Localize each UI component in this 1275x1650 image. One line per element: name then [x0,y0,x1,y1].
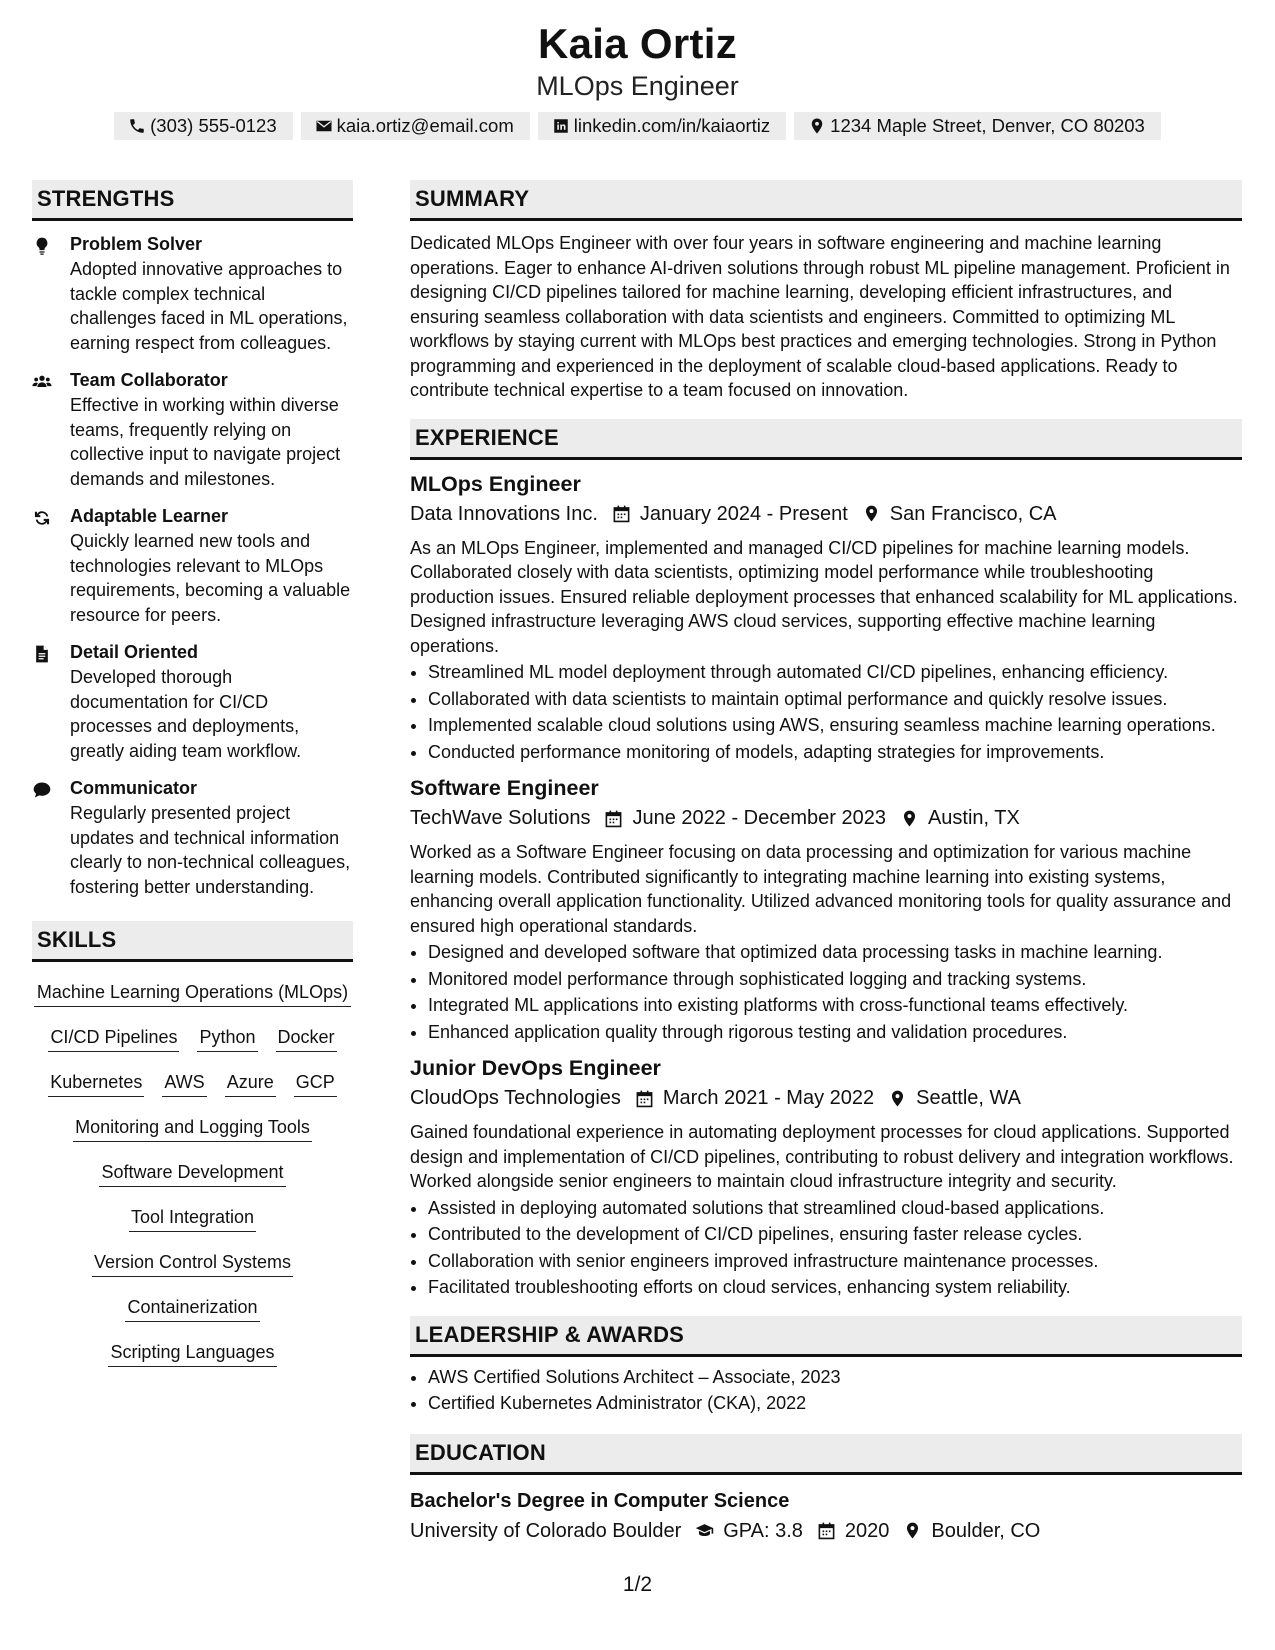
leadership-list [410,1365,1242,1416]
list-item: • Implemented scalable cloud solutions using AWS, ensuring seamless machine learning operations. [428,713,1242,738]
strength-item [32,641,353,763]
left-column [32,180,353,1385]
list-item: • Streamlined ML model deployment through automated CI/CD pipelines, enhancing efficiency. [428,660,1242,685]
strength-title: Problem Solver [70,234,203,254]
sync-icon [32,508,52,528]
skill-tag: Version Control Systems [92,1250,293,1277]
education-year: 2020 [844,1519,890,1542]
skill-tag: AWS [162,1070,206,1097]
contact-text: 1234 Maple Street, Denver, CO 80203 [830,115,1145,136]
list-item: • Collaboration with senior engineers improved infrastructure maintenance processes. [428,1249,1242,1274]
summary-text: Dedicated MLOps Engineer with over four years in software engineering and machine learning operations. Eager to enhance AI-driven solutions through robust ML pipeline management. Proficient in designing CI/CD pipelines tailored for machine learning, developing efficient infrastructures, and ensuring seamless collaboration with data scientists and engineers. Committed to optimizing ML workflows by staying current with MLOps best practices and emerging technologies. Strong in Python programming and experienced in the deployment of scalable cloud-based applications. Ready to contribute technical expertise to a team focused on innovation. [410,233,1230,400]
education-heading: EDUCATION [410,1434,1242,1475]
education-degree: Bachelor's Degree in Computer Science [410,1489,790,1512]
skill-tag: Tool Integration [129,1205,256,1232]
calendar-icon [604,809,623,828]
skill-tag: Monitoring and Logging Tools [73,1115,312,1142]
skills-heading: SKILLS [32,921,353,962]
strength-desc: Developed thorough documentation for CI/CD processes and deployments, greatly aiding team workflow. [70,667,302,761]
contact-text: (303) 555-0123 [150,115,277,136]
graduation-cap-icon [695,1521,714,1540]
list-item: • Conducted performance monitoring of models, adapting strategies for improvements. [428,740,1242,765]
job-entry [410,470,1242,765]
job-entry [410,1054,1242,1300]
list-item: • Assisted in deploying automated solutions that streamlined cloud-based applications. [428,1196,1242,1221]
job-bullets [410,1196,1242,1300]
map-pin-icon [903,1521,922,1540]
candidate-title: MLOps Engineer [536,71,739,101]
job-location: Seattle, WA [916,1087,1021,1109]
list-item: • AWS Certified Solutions Architect – Associate, 2023 [428,1365,1242,1390]
job-entry [410,774,1242,1044]
job-meta [410,500,1242,528]
strength-title: Detail Oriented [70,642,199,662]
experience-heading: EXPERIENCE [410,419,1242,460]
list-item: • Certified Kubernetes Administrator (CKA), 2022 [428,1391,1242,1416]
skill-tag: Containerization [125,1295,259,1322]
list-item: • Designed and developed software that optimized data processing tasks in machine learning. [428,940,1242,965]
job-dates: June 2022 - December 2023 [632,807,886,829]
map-pin-icon [888,1089,907,1108]
education-school: University of Colorado Boulder [410,1519,682,1542]
job-bullets [410,660,1242,764]
skill-tag: Software Development [99,1160,285,1187]
education-location: Boulder, CO [931,1519,1041,1542]
strength-title: Team Collaborator [70,370,228,390]
calendar-icon [817,1521,836,1540]
resume-header [0,18,1275,140]
phone-icon [128,117,146,135]
skill-tag: Azure [225,1070,276,1097]
job-company: Data Innovations Inc. [410,502,598,525]
skill-tag: Docker [276,1025,337,1052]
job-description: Worked as a Software Engineer focusing on data processing and optimization for various machine learning models. Contributed significantly to integrating machine learning into existing systems, enhancing overall application functionality. Utilized advanced monitoring tools for quality assurance and ensured high operational standards. [410,842,1232,936]
job-bullets [410,940,1242,1044]
map-pin-icon [862,504,881,523]
job-description: Gained foundational experience in automating deployment processes for cloud applications. Supported design and implementation of CI/CD pipelines, contributing to robust delivery and integration workflows. Worked alongside senior engineers to maintain cloud infrastructure integrity and security. [410,1122,1234,1191]
job-company: TechWave Solutions [410,807,591,829]
education-meta [410,1517,1242,1545]
users-icon [32,372,52,392]
right-column [410,180,1242,1545]
job-dates: March 2021 - May 2022 [662,1087,875,1109]
skills-list [32,980,353,1367]
strength-desc: Effective in working within diverse teams, frequently relying on collective input to navigate project demands and milestones. [70,395,341,489]
strength-item [32,369,353,491]
candidate-name: Kaia Ortiz [537,20,738,67]
list-item: • Enhanced application quality through rigorous testing and validation procedures. [428,1020,1242,1045]
calendar-icon [612,504,631,523]
contact-linkedin[interactable] [538,112,786,140]
strength-desc: Adopted innovative approaches to tackle complex technical challenges faced in ML operations, earning respect from colleagues. [70,259,348,353]
job-location: Austin, TX [927,807,1020,829]
contact-bar [0,112,1275,140]
envelope-icon [315,117,333,135]
list-item: • Integrated ML applications into existing platforms with cross-functional teams effectively. [428,993,1242,1018]
strengths-heading: STRENGTHS [32,180,353,221]
job-company: CloudOps Technologies [410,1087,621,1109]
education-gpa: GPA: 3.8 [723,1519,803,1542]
skill-tag: Kubernetes [48,1070,144,1097]
job-title: Software Engineer [410,776,599,800]
strength-item [32,777,353,899]
job-meta [410,804,1242,832]
job-dates: January 2024 - Present [639,502,848,525]
strength-title: Adaptable Learner [70,506,229,526]
list-item: • Collaborated with data scientists to maintain optimal performance and quickly resolve issues. [428,687,1242,712]
calendar-icon [635,1089,654,1108]
job-location: San Francisco, CA [889,502,1057,525]
linkedin-icon [552,117,570,135]
document-icon [32,644,52,664]
skill-tag: Machine Learning Operations (MLOps) [34,980,351,1007]
skill-tag: Python [197,1025,257,1052]
contact-phone[interactable] [114,112,293,140]
map-pin-icon [808,117,826,135]
list-item: • Monitored model performance through sophisticated logging and tracking systems. [428,967,1242,992]
strength-desc: Quickly learned new tools and technologies relevant to MLOps requirements, becoming a valuable resource for peers. [70,531,351,625]
contact-email[interactable] [301,112,530,140]
summary-heading: SUMMARY [410,180,1242,221]
leadership-heading: LEADERSHIP & AWARDS [410,1316,1242,1357]
job-title: Junior DevOps Engineer [410,1056,661,1080]
skill-tag: GCP [294,1070,337,1097]
job-title: MLOps Engineer [410,471,581,496]
skill-tag: CI/CD Pipelines [48,1025,179,1052]
list-item: • Facilitated troubleshooting efforts on cloud services, enhancing system reliability. [428,1275,1242,1300]
job-meta [410,1084,1242,1112]
job-description: As an MLOps Engineer, implemented and managed CI/CD pipelines for machine learning models. Collaborated closely with data scientists, optimizing model performance while troubleshooting production issues. Ensured reliable deployment processes that enhanced scalability for ML applications. Designed infrastructure leveraging AWS cloud services, supporting effective machine learning operations. [410,537,1238,656]
strength-title: Communicator [70,778,198,798]
strength-desc: Regularly presented project updates and technical information clearly to non-technical colleagues, fostering better understanding. [70,803,351,897]
skill-tag: Scripting Languages [108,1340,276,1367]
contact-address[interactable] [794,112,1161,140]
strength-item [32,233,353,355]
contact-text: kaia.ortiz@email.com [336,115,514,136]
strength-item [32,505,353,627]
lightbulb-icon [32,236,52,256]
list-item: • Contributed to the development of CI/CD pipelines, ensuring faster release cycles. [428,1222,1242,1247]
contact-text: linkedin.com/in/kaiaortiz [573,115,771,136]
map-pin-icon [900,809,919,828]
page-number: 1/2 [622,1573,653,1596]
speech-bubble-icon [32,780,52,800]
